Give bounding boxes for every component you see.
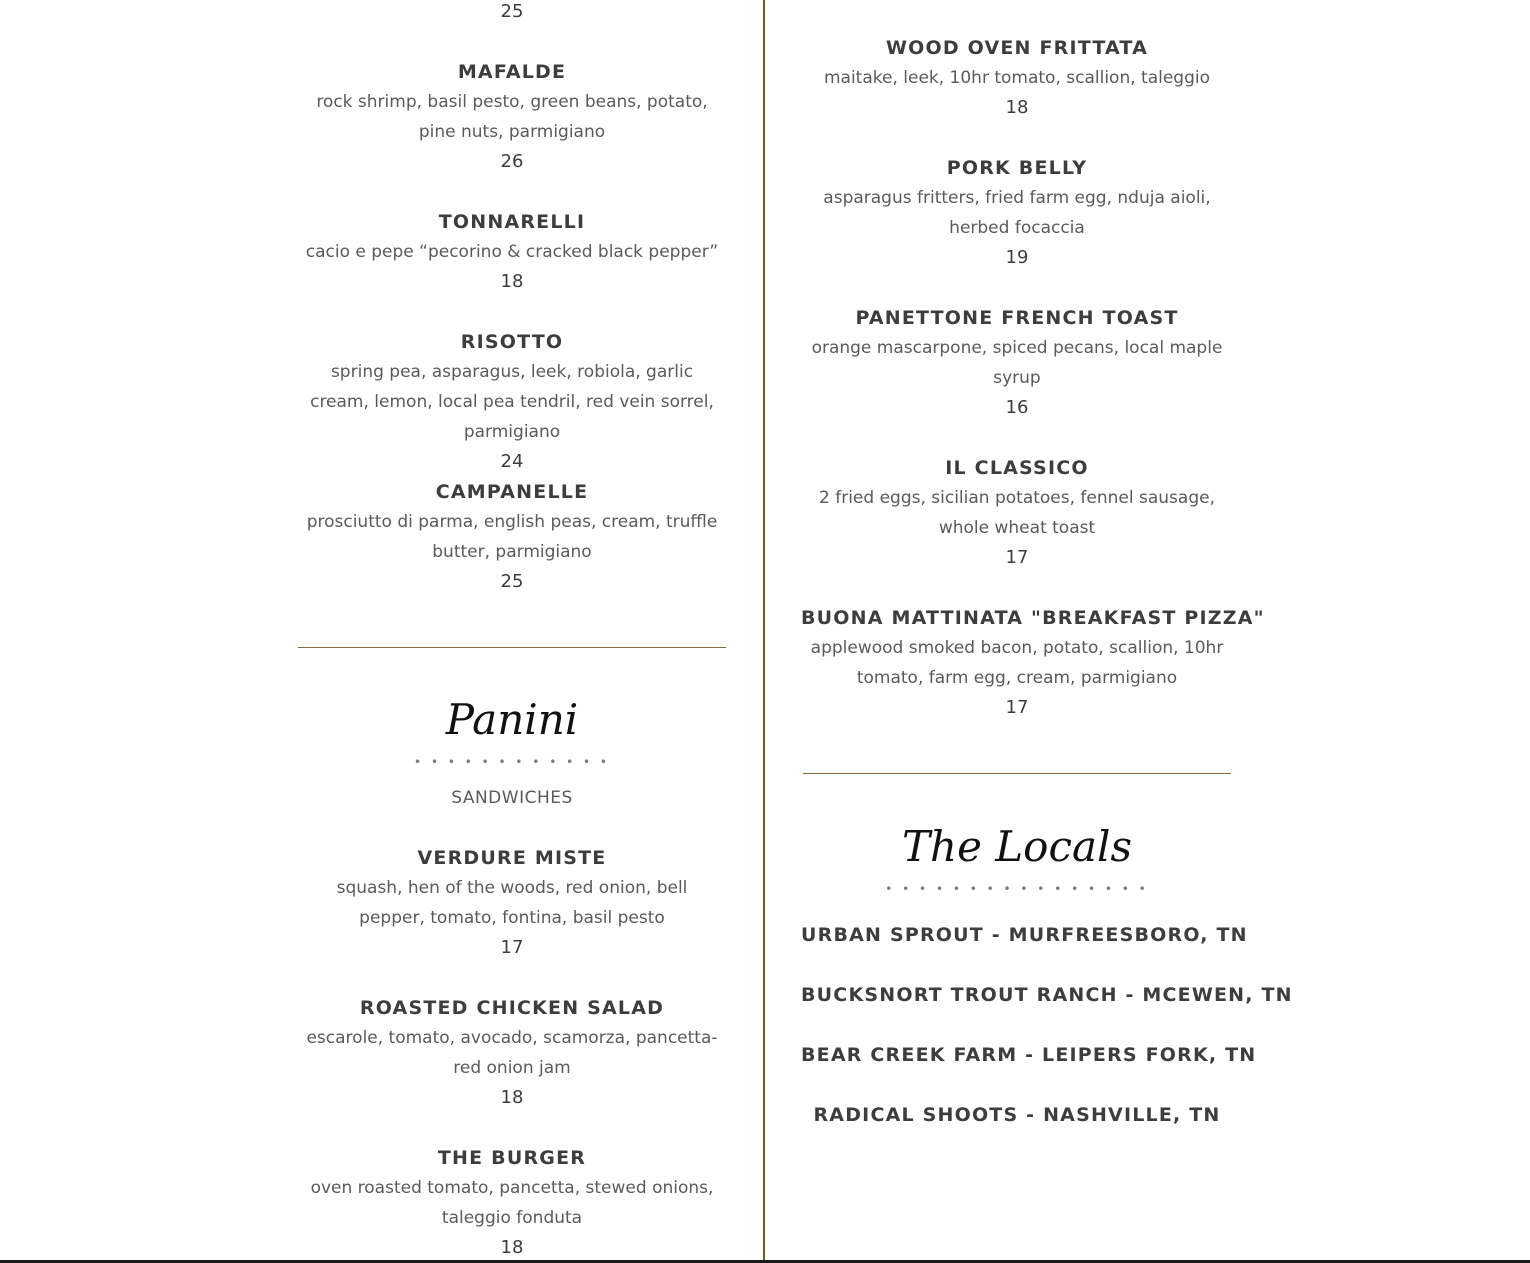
item-price: 18 <box>1005 97 1029 118</box>
local-farm-item: URBAN SPROUT - MURFREESBORO, TN <box>801 924 1248 946</box>
menu-item-verdure-miste <box>296 843 728 963</box>
menu-item-il-classico <box>801 453 1233 573</box>
item-price: 18 <box>500 271 524 292</box>
item-price: 18 <box>500 1087 524 1108</box>
section-title-panini: Panini <box>445 695 579 744</box>
item-name: WOOD OVEN FRITTATA <box>885 37 1149 59</box>
menu-item-pork-belly <box>801 153 1233 273</box>
menu-item-panettone-french-toast <box>801 303 1233 423</box>
section-divider <box>298 647 726 648</box>
item-price: 24 <box>500 451 524 472</box>
item-name: ROASTED CHICKEN SALAD <box>359 997 665 1019</box>
section-divider <box>803 773 1231 774</box>
item-name: IL CLASSICO <box>945 457 1089 479</box>
item-name: CAMPANELLE <box>435 481 589 503</box>
item-price: 18 <box>500 1237 524 1258</box>
menu-item-wood-oven-frittata <box>801 33 1233 123</box>
item-name: MAFALDE <box>457 61 567 83</box>
item-name: PANETTONE FRENCH TOAST <box>855 307 1179 329</box>
item-name: PORK BELLY <box>946 157 1088 179</box>
local-farm-item: BUCKSNORT TROUT RANCH - MCEWEN, TN <box>801 984 1293 1006</box>
menu-item-campanelle <box>296 477 728 597</box>
item-description: escarole, tomato, avocado, scamorza, pancetta-red onion jam <box>306 1028 718 1078</box>
item-description: spring pea, asparagus, leek, robiola, garlic cream, lemon, local pea tendril, red vein sorrel, parmigiano <box>310 362 714 442</box>
item-price: 16 <box>1005 397 1029 418</box>
item-description: 2 fried eggs, sicilian potatoes, fennel sausage, whole wheat toast <box>819 488 1215 538</box>
item-description: asparagus fritters, fried farm egg, nduja aioli, herbed focaccia <box>823 188 1211 238</box>
item-description: cacio e pepe “pecorino & cracked black pepper” <box>305 242 719 262</box>
item-price: 17 <box>1005 697 1029 718</box>
menu-item-risotto <box>296 327 728 477</box>
item-name: BUONA MATTINATA "BREAKFAST PIZZA" <box>801 607 1265 629</box>
item-price: 19 <box>1005 247 1029 268</box>
item-description: orange mascarpone, spiced pecans, local maple syrup <box>811 338 1223 388</box>
item-price: 17 <box>500 937 524 958</box>
menu-item-tonnarelli <box>296 207 728 297</box>
section-dots: • • • • • • • • • • • • • • • • <box>885 882 1149 896</box>
item-name: TONNARELLI <box>438 211 586 233</box>
item-description: prosciutto di parma, english peas, cream, truffle butter, parmigiano <box>306 512 718 562</box>
menu-item-roasted-chicken-salad <box>296 993 728 1113</box>
menu-item-the-burger <box>296 1143 728 1263</box>
item-description: maitake, leek, 10hr tomato, scallion, taleggio <box>823 68 1211 88</box>
section-title-the-locals: The Locals <box>902 822 1132 871</box>
menu-item-buona-mattinata <box>801 603 1265 723</box>
menu-item-mafalde <box>296 57 728 177</box>
item-name: VERDURE MISTE <box>417 847 607 869</box>
local-farm-item: BEAR CREEK FARM - LEIPERS FORK, TN <box>801 1044 1257 1066</box>
item-name: RISOTTO <box>460 331 564 353</box>
section-subtitle: SANDWICHES <box>451 788 573 808</box>
item-description: squash, hen of the woods, red onion, bell pepper, tomato, fontina, basil pesto <box>336 878 688 928</box>
item-price: 25 <box>500 1 524 22</box>
item-price: 26 <box>500 151 524 172</box>
local-farm-item: RADICAL SHOOTS - NASHVILLE, TN <box>813 1104 1221 1126</box>
section-dots: • • • • • • • • • • • • <box>414 755 610 769</box>
item-price: 25 <box>500 571 524 592</box>
column-divider <box>763 0 765 1263</box>
item-name: THE BURGER <box>437 1147 587 1169</box>
item-description: applewood smoked bacon, potato, scallion, 10hr tomato, farm egg, cream, parmigiano <box>810 638 1224 688</box>
item-price: 17 <box>1005 547 1029 568</box>
item-description: rock shrimp, basil pesto, green beans, potato, pine nuts, parmigiano <box>316 92 708 142</box>
item-description: oven roasted tomato, pancetta, stewed onions, taleggio fonduta <box>310 1178 714 1228</box>
